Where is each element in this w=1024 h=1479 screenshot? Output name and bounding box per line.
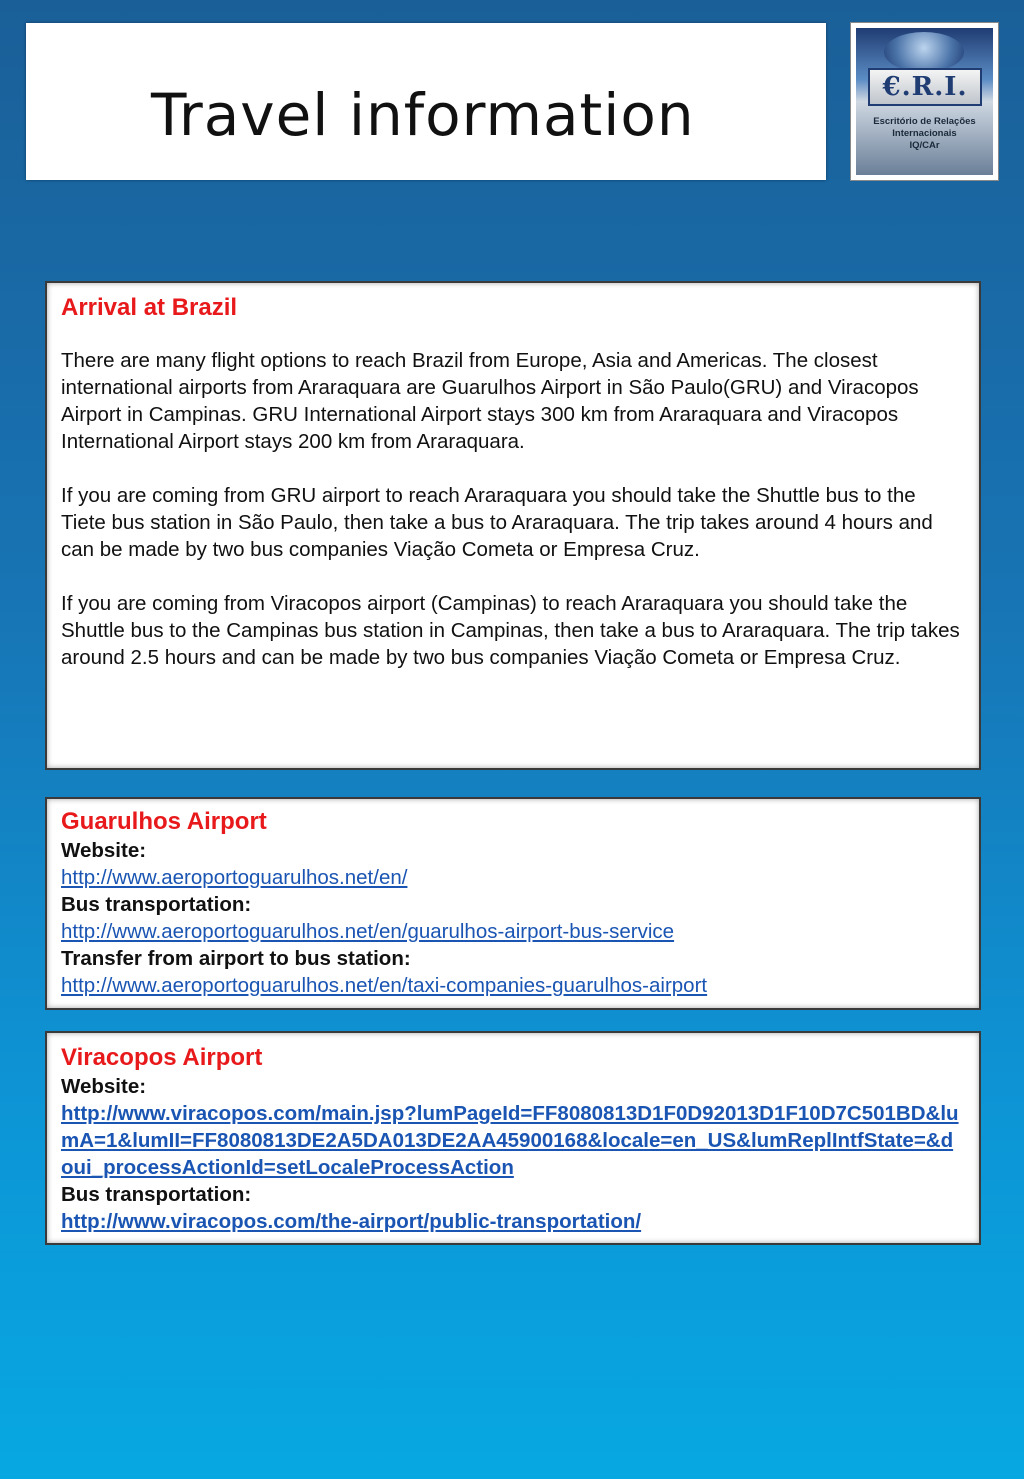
logo-caption-line: Escritório de Relações — [873, 116, 976, 127]
arrival-paragraph: If you are coming from GRU airport to reach Araraquara you should take the Shuttle bus to the Tiete bus station in São Paulo, then take a bus to Araraquara. The trip takes around 4 hours and can be made by two bus companies Viação Cometa or Empresa Cruz. — [61, 484, 933, 561]
viracopos-bus-link[interactable]: http://www.viracopos.com/the-airport/public-transportation/ — [61, 1210, 642, 1233]
viracopos-website-link[interactable]: http://www.viracopos.com/main.jsp?lumPageId=FF8080813D1F0D92013D1F10D7C501BD&lumA=1&lumII=FF8080813DE2A5DA013DE2AA45900168&locale=en_US&lumReplIntfState=&doui_processActionId=setLocaleProcessAction — [61, 1102, 959, 1179]
viracopos-heading: Viracopos Airport — [61, 1044, 263, 1071]
arrival-heading: Arrival at Brazil — [61, 294, 238, 321]
website-label: Website: — [61, 1075, 147, 1098]
logo-caption — [856, 116, 993, 152]
guarulhos-website-link[interactable]: http://www.aeroportoguarulhos.net/en/ — [61, 866, 408, 889]
globe-icon — [884, 32, 964, 72]
page-title: Travel information — [151, 81, 695, 149]
guarulhos-bus-link[interactable]: http://www.aeroportoguarulhos.net/en/guarulhos-airport-bus-service — [61, 920, 675, 943]
logo-caption-line: IQ/CAr — [909, 140, 940, 151]
bus-label: Bus transportation: — [61, 1183, 252, 1206]
viracopos-card — [45, 1031, 981, 1245]
guarulhos-heading: Guarulhos Airport — [61, 808, 267, 835]
logo-background — [856, 28, 993, 175]
title-panel — [26, 23, 826, 180]
website-label: Website: — [61, 839, 147, 862]
arrival-paragraph: If you are coming from Viracopos airport (Campinas) to reach Araraquara you should take the Shuttle bus to the Campinas bus station in Campinas, then take a bus to Araraquara. The trip takes around 2.5 hours and can be made by two bus companies Viação Cometa or Empresa Cruz. — [61, 592, 960, 669]
transfer-label: Transfer from airport to bus station: — [61, 947, 411, 970]
cri-logo — [850, 22, 999, 181]
logo-caption-line: Internacionais — [892, 128, 957, 139]
logo-mark: €.R.I. — [868, 68, 982, 106]
guarulhos-transfer-link[interactable]: http://www.aeroportoguarulhos.net/en/taxi-companies-guarulhos-airport — [61, 974, 708, 997]
bus-label: Bus transportation: — [61, 893, 252, 916]
guarulhos-card — [45, 797, 981, 1010]
arrival-paragraph: There are many flight options to reach Brazil from Europe, Asia and Americas. The closest international airports from Araraquara are Guarulhos Airport in São Paulo(GRU) and Viracopos Airport in Campinas. GRU International Airport stays 300 km from Araraquara and Viracopos International Airport stays 200 km from Araraquara. — [61, 349, 919, 453]
arrival-card — [45, 281, 981, 770]
